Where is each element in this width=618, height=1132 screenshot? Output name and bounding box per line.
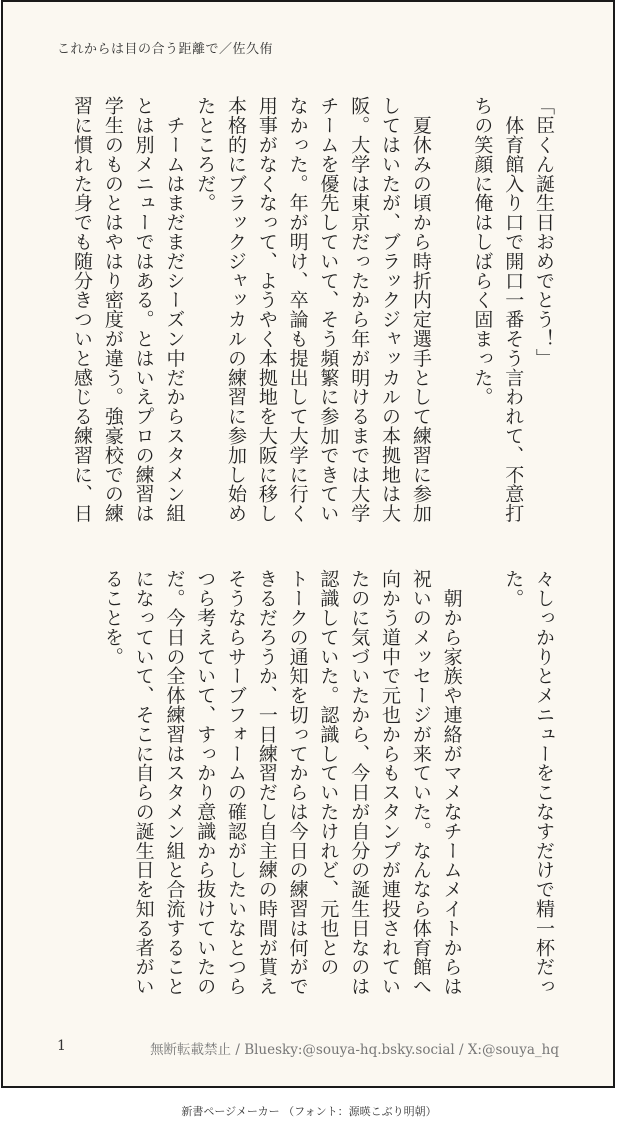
text-line: 阪。大学は東京だったから年が明けるまでは大学 <box>348 96 371 523</box>
text-line: たところだ。 <box>194 96 217 213</box>
running-header-title: これからは目の合う距離で／佐久侑 <box>57 42 274 57</box>
text-line: だ。今日の全体練習はスタメン組と合流すること <box>163 569 186 996</box>
text-line: トークの通知を切ってからは今日の練習は何がで <box>286 569 309 996</box>
text-line: 体育館入り口で開口一番そう言われて、不意打 <box>502 96 525 523</box>
text-line: チームはまだまだシーズン中だからスタメン組 <box>163 96 186 523</box>
text-line: なかった。年が明け、卒論も提出して大学に行く <box>286 96 309 523</box>
text-line: してはいたが、ブラックジャッカルの本拠地は大 <box>379 96 402 523</box>
generator-caption: 新書ページメーカー （フォント：源暎こぶり明朝） <box>181 1105 437 1118</box>
text-line: ることを。 <box>101 569 124 666</box>
text-line: 朝から家族や連絡がマメなチームメイトからは <box>440 569 463 996</box>
blank-line <box>436 96 467 526</box>
text-line: 々しっかりとメニューをこなすだけで精一杯だっ <box>533 569 555 996</box>
text-line: 学生のものとはやはり密度が違う。強豪校での練 <box>101 96 124 523</box>
text-line: きるだろうか、一日練習だし自主練の時間が貰え <box>255 569 278 996</box>
book-page <box>1 0 615 1088</box>
text-line: 向かう道中で元也からもスタンプが連投されてい <box>379 569 402 996</box>
text-line: 夏休みの頃から時折内定選手として練習に参加 <box>409 96 432 523</box>
lower-text-block <box>97 569 559 999</box>
text-line: 本格的にブラックジャッカルの練習に参加し始め <box>225 96 248 523</box>
text-line: 習に慣れた身でも随分きついと感じる練習に、日 <box>71 96 94 523</box>
text-line: つら考えていて、すっかり意識から抜けていたの <box>194 569 217 996</box>
text-line: 「臣くん誕生日おめでとう！」 <box>533 96 555 368</box>
text-line: たのに気づいたから、今日が自分の誕生日なのは <box>348 569 371 996</box>
text-line: 用事がなくなって、ようやく本拠地を大阪に移し <box>255 96 278 523</box>
text-line: 祝いのメッセージが来ていた。なんなら体育館へ <box>409 569 432 996</box>
text-line: た。 <box>502 569 525 608</box>
text-line: になっていて、そこに自らの誕生日を知る者がい <box>132 569 155 996</box>
text-line: チームを優先していて、そう頻繁に参加できてい <box>317 96 340 523</box>
text-line: 認識していた。認識していたけれど、元也との <box>317 569 340 977</box>
copyright-credit: 無断転載禁止 / Bluesky:@souya-hq.bsky.social / X:@souya_hq <box>150 1042 559 1058</box>
upper-text-block <box>66 96 559 526</box>
page-number: 1 <box>57 1038 66 1054</box>
text-line: そうならサーブフォームの確認がしたいなとつら <box>225 569 248 996</box>
blank-line <box>467 569 498 999</box>
text-line: とは別メニューではある。とはいえプロの練習は <box>132 96 155 523</box>
text-line: ちの笑顔に俺はしばらく固まった。 <box>471 96 494 407</box>
